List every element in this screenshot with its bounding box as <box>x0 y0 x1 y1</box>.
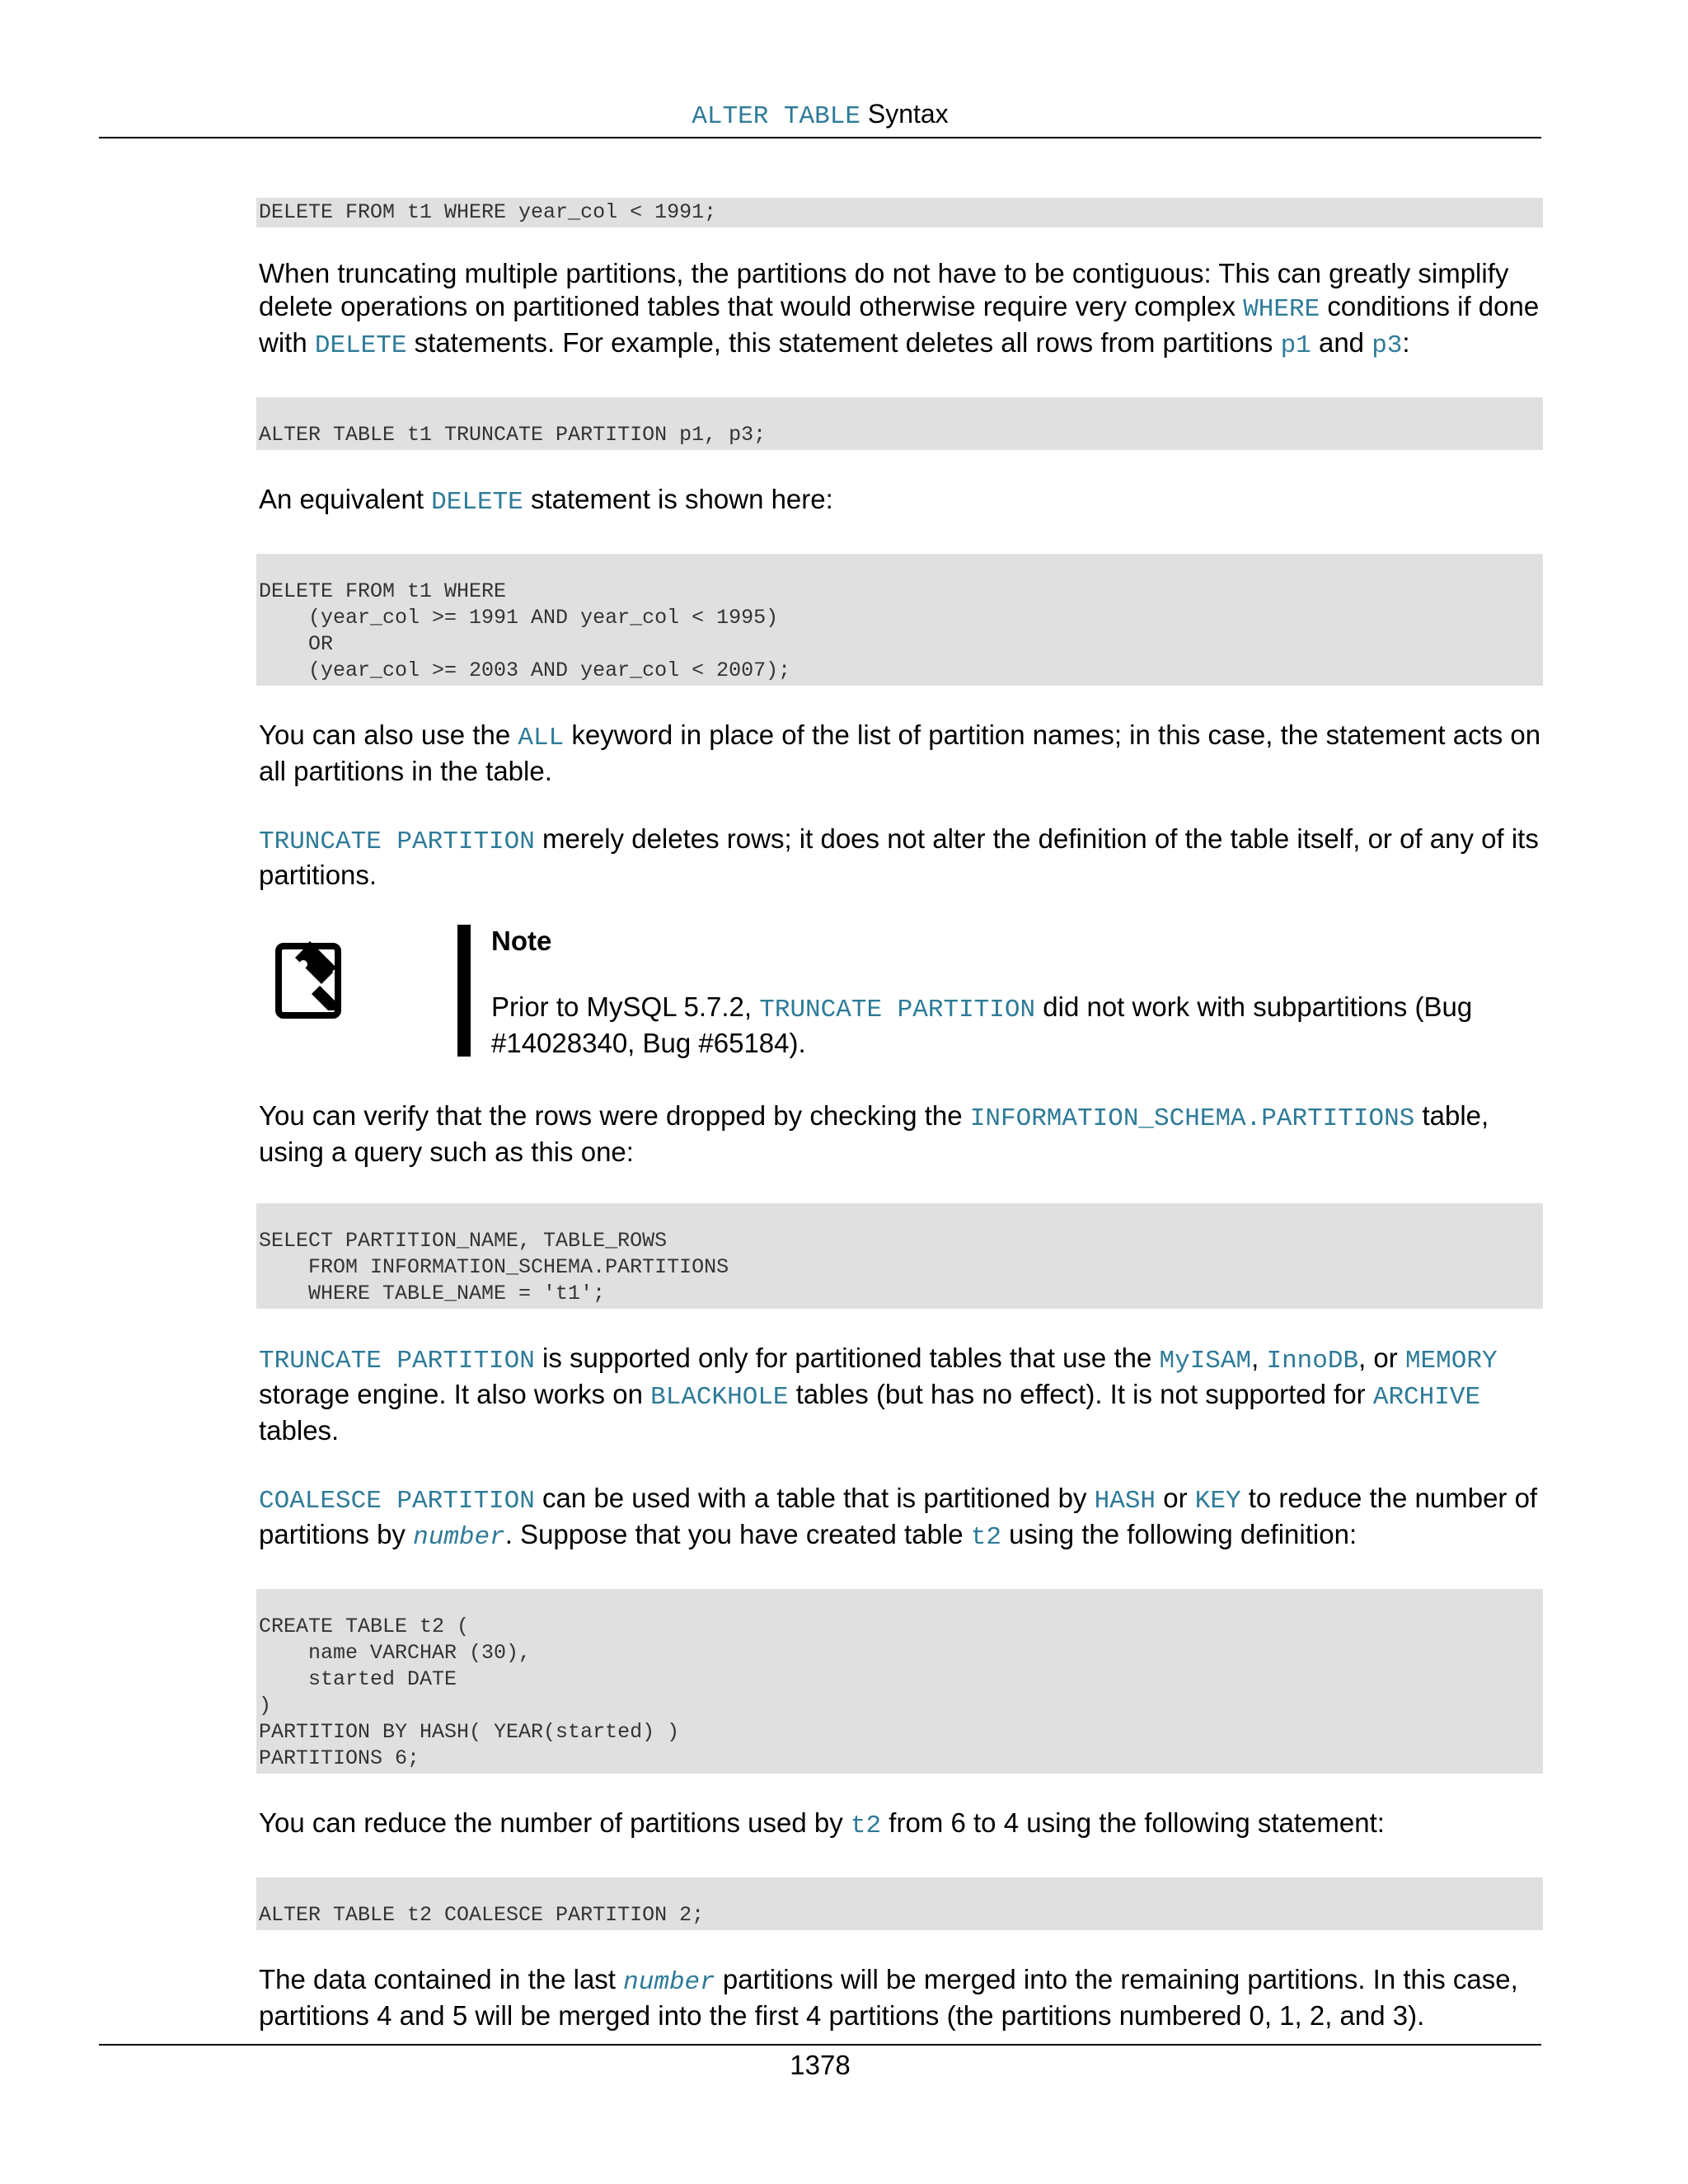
paragraph-data-merged: The data contained in the last number partitions will be merged into the remaining partitions. In this case, partitions 4 and 5 will be merged into the first 4 partitions (the partitions numbered 0, 1, 2, and 3). <box>259 1964 1518 2031</box>
note-title: Note <box>491 926 552 956</box>
link-delete[interactable]: DELETE <box>314 331 407 360</box>
code-number: number <box>623 1968 715 1997</box>
paragraph-all-keyword: You can also use the ALL keyword in place of the list of partition names; in this case, the statement acts on all partitions in the table. <box>259 719 1541 786</box>
note-text: Prior to MySQL 5.7.2, TRUNCATE PARTITION did not work with subpartitions (Bug #14028340, Bug #65184). <box>491 991 1473 1058</box>
code-all: ALL <box>518 724 565 752</box>
link-blackhole[interactable]: BLACKHOLE <box>650 1383 789 1412</box>
code-block-coalesce-2: ALTER TABLE t2 COALESCE PARTITION 2; <box>256 1877 1543 1930</box>
link-archive[interactable]: ARCHIVE <box>1372 1383 1481 1412</box>
paragraph-equivalent-delete: An equivalent DELETE statement is shown here: <box>259 484 833 517</box>
code-truncate-partition: TRUNCATE PARTITION <box>259 827 535 856</box>
code-truncate-partition: TRUNCATE PARTITION <box>759 996 1036 1024</box>
note-box <box>259 925 1543 1065</box>
paragraph-coalesce: COALESCE PARTITION can be used with a table that is partitioned by HASH or KEY to reduce the number of partitions by number. Suppose that you have created table t2 using the following definition: <box>259 1483 1538 1552</box>
paragraph-verify-rows: You can verify that the rows were dropped by checking the INFORMATION_SCHEMA.PARTITIONS table, using a query such as this one: <box>259 1100 1489 1167</box>
link-memory[interactable]: MEMORY <box>1404 1347 1498 1376</box>
link-information-schema-partitions[interactable]: INFORMATION_SCHEMA.PARTITIONS <box>969 1104 1415 1133</box>
link-delete[interactable]: DELETE <box>431 488 523 517</box>
paragraph-reduce-partitions: You can reduce the number of partitions used by t2 from 6 to 4 using the following statement: <box>259 1807 1385 1840</box>
page-content <box>259 198 1543 2067</box>
paragraph-truncate-multiple: When truncating multiple partitions, the partitions do not have to be contiguous: This can greatly simplify delete operations on partitioned tables that would otherwise require very complex WHERE conditions if done with DELETE statements. For example, this statement deletes all rows from partitions p1 and p3: <box>259 258 1540 360</box>
paragraph-supported-engines: TRUNCATE PARTITION is supported only for partitioned tables that use the MyISAM, InnoDB, or MEMORY storage engine. It also works on BLACKHOLE tables (but has no effect). It is not supported for ARCHIVE tables. <box>259 1343 1498 1446</box>
code-key: KEY <box>1194 1487 1241 1516</box>
page-number: 1378 <box>790 2050 851 2080</box>
footer-rule <box>99 2044 1541 2046</box>
header-rule <box>99 137 1541 138</box>
code-block-delete-ranges: DELETE FROM t1 WHERE (year_col >= 1991 AND year_col < 1995) OR (year_col >= 2003 AND year_col < 2007); <box>256 554 1543 686</box>
code-number: number <box>413 1523 505 1552</box>
code-t2: t2 <box>850 1811 882 1840</box>
code-block-delete-1991: DELETE FROM t1 WHERE year_col < 1991; <box>256 198 1543 227</box>
paragraph-truncate-merely: TRUNCATE PARTITION merely deletes rows; it does not alter the definition of the table itself, or of any of its partitions. <box>259 823 1539 890</box>
code-where: WHERE <box>1243 295 1320 324</box>
code-hash: HASH <box>1094 1487 1156 1516</box>
code-p3: p3 <box>1372 331 1403 360</box>
code-coalesce-partition: COALESCE PARTITION <box>259 1487 535 1516</box>
code-block-truncate-p1-p3: ALTER TABLE t1 TRUNCATE PARTITION p1, p3; <box>256 397 1543 450</box>
header-code: ALTER TABLE <box>692 102 860 131</box>
page-header <box>99 96 1541 135</box>
link-innodb[interactable]: InnoDB <box>1266 1347 1359 1376</box>
code-block-select-partitions: SELECT PARTITION_NAME, TABLE_ROWS FROM INFORMATION_SCHEMA.PARTITIONS WHERE TABLE_NAME = 't1'; <box>256 1203 1543 1309</box>
code-t2: t2 <box>970 1523 1001 1552</box>
code-block-create-table-t2: CREATE TABLE t2 ( name VARCHAR (30), started DATE ) PARTITION BY HASH( YEAR(started) ) PARTITIONS 6; <box>256 1589 1543 1774</box>
header-text: Syntax <box>867 99 949 129</box>
code-p1: p1 <box>1280 331 1311 360</box>
note-bar <box>457 925 471 1057</box>
code-truncate-partition: TRUNCATE PARTITION <box>259 1347 535 1376</box>
note-icon <box>274 940 348 1022</box>
link-myisam[interactable]: MyISAM <box>1159 1347 1252 1376</box>
